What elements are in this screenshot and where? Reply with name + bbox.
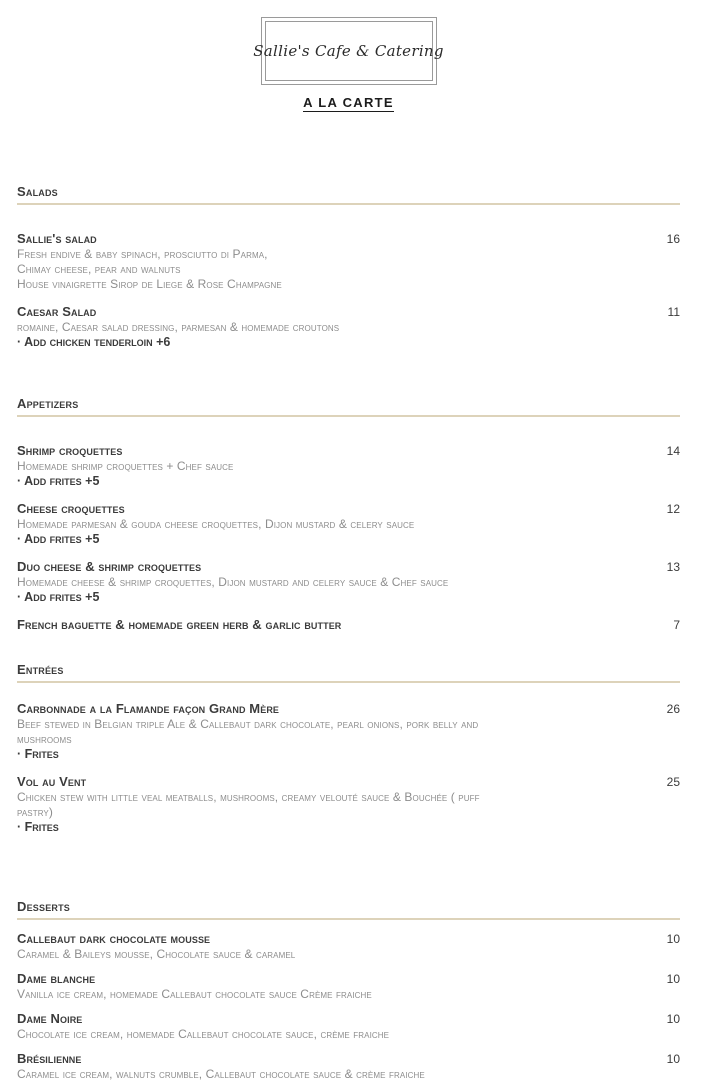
menu-item — [17, 931, 680, 962]
menu-item — [17, 304, 680, 350]
menu-item — [17, 1051, 680, 1082]
section-items — [17, 701, 680, 835]
item-head — [17, 559, 680, 575]
item-price: 7 — [673, 618, 680, 632]
menu-item — [17, 701, 680, 762]
item-head — [17, 304, 680, 320]
item-price: 26 — [666, 702, 680, 716]
item-name: Sallie's salad — [17, 231, 97, 246]
item-description-line: romaine, Caesar salad dressing, parmesan & homemade croutons — [17, 320, 340, 334]
item-description-line: Homemade parmesan & gouda cheese croquettes, Dijon mustard & celery sauce — [17, 517, 415, 531]
section-divider — [17, 415, 680, 417]
logo-frame — [253, 17, 444, 85]
menu-item — [17, 971, 680, 1002]
item-name: Brésilienne — [17, 1051, 82, 1066]
item-name: Carbonnade a la Flamande façon Grand Mère — [17, 701, 280, 716]
item-description-line: Chimay cheese, pear and walnuts — [17, 262, 181, 276]
menu-item — [17, 559, 680, 605]
item-name: Dame Noire — [17, 1011, 83, 1026]
item-price: 10 — [666, 1052, 680, 1066]
section-items — [17, 231, 680, 350]
section-salads — [17, 184, 680, 350]
section-divider — [17, 203, 680, 205]
item-addon: · Add frites +5 — [17, 474, 100, 488]
item-head — [17, 774, 680, 790]
item-price: 25 — [666, 775, 680, 789]
item-price: 12 — [666, 502, 680, 516]
item-addon: · Add frites +5 — [17, 590, 100, 604]
menu-subtitle-row — [17, 94, 680, 112]
logo-inner-border — [253, 21, 444, 81]
item-head — [17, 617, 680, 633]
item-description-line: House vinaigrette Sirop de Liege & Rose Champagne — [17, 277, 282, 291]
menu-item — [17, 501, 680, 547]
item-price: 11 — [667, 305, 680, 319]
menu-item — [17, 231, 680, 292]
item-head — [17, 971, 680, 987]
item-addon: · Frites — [17, 747, 59, 761]
menu-item — [17, 443, 680, 489]
brand-script-title: Sallie's Cafe & Catering — [253, 42, 444, 60]
item-description-line: Caramel & Baileys mousse, Chocolate sauce & caramel — [17, 947, 296, 961]
item-price: 10 — [666, 1012, 680, 1026]
section-title: Entrées — [17, 662, 64, 677]
section-desserts — [17, 899, 680, 1082]
section-appetizers — [17, 396, 680, 633]
item-name: Shrimp croquettes — [17, 443, 123, 458]
item-description-line: pastry) — [17, 805, 53, 819]
section-title: Appetizers — [17, 396, 79, 411]
section-title: Desserts — [17, 899, 70, 914]
item-name: Caesar Salad — [17, 304, 97, 319]
item-name: Dame blanche — [17, 971, 96, 986]
item-addon: · Add chicken tenderloin +6 — [17, 335, 171, 349]
section-entrees — [17, 662, 680, 835]
item-head — [17, 501, 680, 517]
item-name: Cheese croquettes — [17, 501, 125, 516]
item-description-line: Beef stewed in Belgian triple Ale & Callebaut dark chocolate, pearl onions, pork belly and — [17, 717, 479, 731]
item-name: Callebaut dark chocolate mousse — [17, 931, 211, 946]
item-addon: · Frites — [17, 820, 59, 834]
item-price: 10 — [666, 972, 680, 986]
item-head — [17, 1011, 680, 1027]
menu-item — [17, 617, 680, 633]
item-addon: · Add frites +5 — [17, 532, 100, 546]
menu-item — [17, 1011, 680, 1042]
item-head — [17, 443, 680, 459]
section-divider — [17, 681, 680, 683]
item-price: 10 — [666, 932, 680, 946]
section-items — [17, 931, 680, 1082]
section-items — [17, 443, 680, 633]
item-head — [17, 931, 680, 947]
item-description-line: Homemade shrimp croquettes + Chef sauce — [17, 459, 234, 473]
menu-page — [0, 17, 720, 1092]
item-price: 16 — [666, 232, 680, 246]
section-divider — [17, 918, 680, 920]
item-description-line: Vanilla ice cream, homemade Callebaut chocolate sauce Crème fraiche — [17, 987, 372, 1001]
item-name: French baguette & homemade green herb & garlic butter — [17, 617, 342, 632]
menu-item — [17, 774, 680, 835]
section-title: Salads — [17, 184, 58, 199]
item-description-line: Chicken stew with little veal meatballs, mushrooms, creamy velouté sauce & Bouchée ( puff — [17, 790, 480, 804]
menu-subtitle: A LA CARTE — [303, 95, 394, 110]
item-name: Duo cheese & shrimp croquettes — [17, 559, 202, 574]
item-description-line: mushrooms — [17, 732, 72, 746]
item-description-line: Chocolate ice cream, homemade Callebaut chocolate sauce, crème fraiche — [17, 1027, 390, 1041]
item-description-line: Fresh endive & baby spinach, prosciutto di Parma, — [17, 247, 268, 261]
item-description-line: Caramel ice cream, walnuts crumble, Callebaut chocolate sauce & crème fraiche — [17, 1067, 425, 1081]
item-price: 13 — [666, 560, 680, 574]
item-price: 14 — [666, 444, 680, 458]
item-head — [17, 231, 680, 247]
item-head — [17, 701, 680, 717]
item-name: Vol au Vent — [17, 774, 87, 789]
item-head — [17, 1051, 680, 1067]
item-description-line: Homemade cheese & shrimp croquettes, Dijon mustard and celery sauce & Chef sauce — [17, 575, 449, 589]
